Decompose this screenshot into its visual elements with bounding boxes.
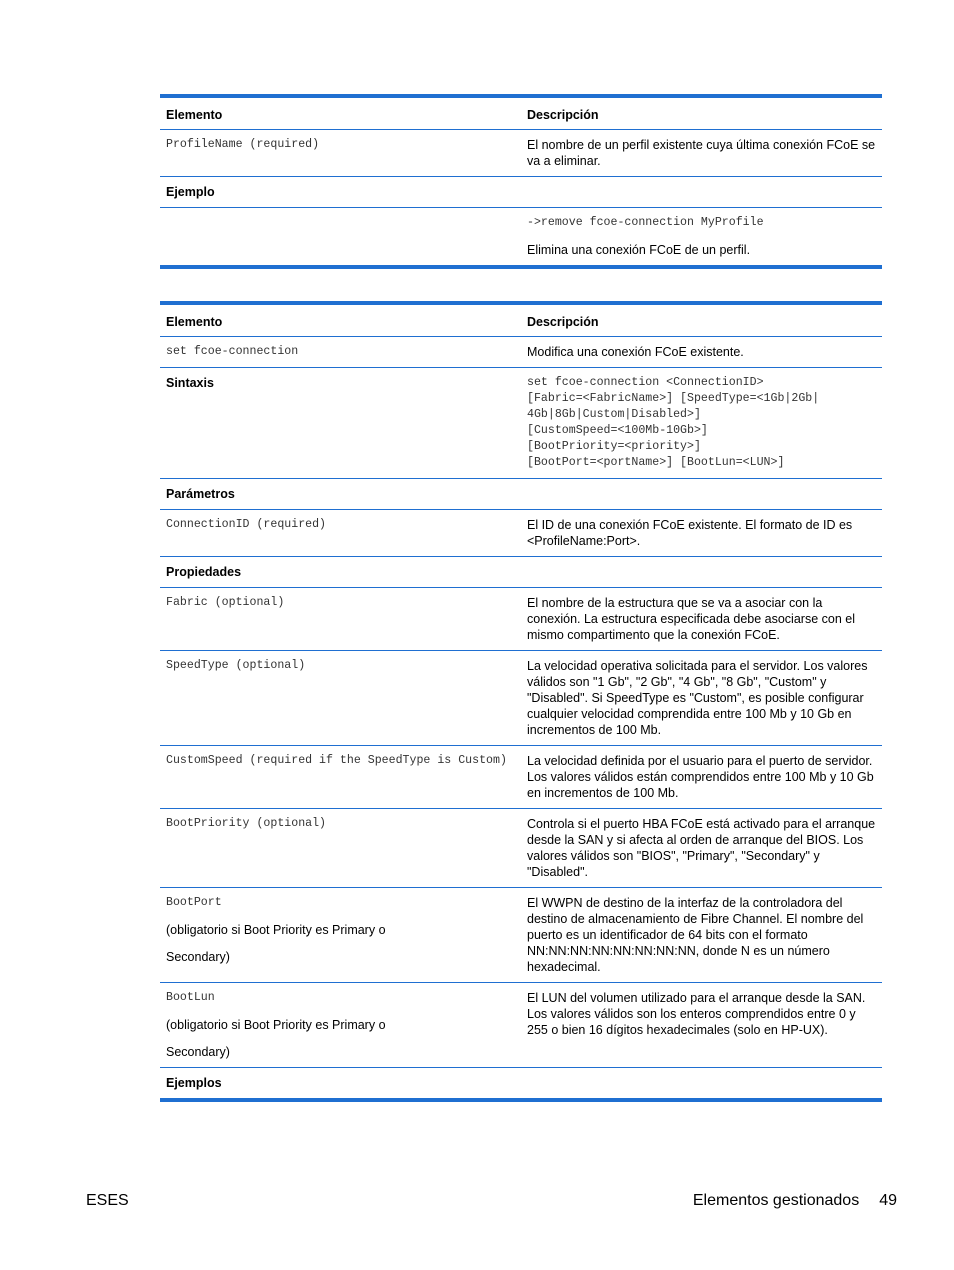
syntax-line: [Fabric=<FabricName>] [SpeedType=<1Gb|2Gb| [527,392,820,405]
table-row [160,509,882,556]
element-note: Secondary) [166,1045,230,1059]
description-cell: La velocidad operativa solicitada para el servidor. Los valores válidos son "1 Gb", "2 Gb", "4 Gb", "8 Gb", "Custom" y "Disabled". Si SpeedType es "Custom", es posible configurar cualquier velocidad comprendida entre 100 Mb y 10 Gb en incrementos de 100 Mb. [527,659,868,737]
description-cell: El LUN del volumen utilizado para el arranque desde la SAN. Los valores válidos son los enteros comprendidos entre 0 y 255 o bien 16 dígitos hexadecimales (solo en HP-UX). [527,991,866,1037]
header-description: Descripción [527,108,599,122]
footer-page-info [693,1192,897,1210]
footer-locale: ESES [86,1192,129,1209]
syntax-line: [BootPort=<portName>] [BootLun=<LUN>] [527,456,785,469]
example-row [160,207,882,265]
element-code: BootLun [166,991,215,1004]
table-row [160,745,882,808]
syntax-line: 4Gb|8Gb|Custom|Disabled>] [527,408,701,421]
element-cell: Fabric (optional) [166,596,285,609]
description-cell: El nombre de un perfil existente cuya última conexión FCoE se va a eliminar. [527,138,876,168]
description-cell: La velocidad definida por el usuario para el puerto de servidor. Los valores válidos están comprendidos entre 100 Mb y 10 Gb en incrementos de 100 Mb. [527,754,874,800]
table-header-row [160,98,882,130]
table-row [160,887,882,982]
element-cell: BootPriority (optional) [166,817,327,830]
header-element: Elemento [166,108,223,122]
description-cell: El WWPN de destino de la interfaz de la controladora del destino de almacenamiento de Fibre Channel. El nombre del puerto es un identificador de 64 bits con el formato NN:NN:NN:NN:NN:NN:NN:NN, donde N es un número hexadecimal. [527,896,864,974]
table-header-row [160,305,882,337]
remove-fcoe-connection-table [160,94,882,269]
header-element: Elemento [166,315,223,329]
table-row [160,808,882,887]
element-cell: SpeedType (optional) [166,659,306,672]
element-cell: ConnectionID (required) [166,518,327,531]
page-number: 49 [879,1192,897,1209]
syntax-line: [CustomSpeed=<100Mb-10Gb>] [527,424,708,437]
table-row [160,650,882,745]
examples-label-row [160,1067,882,1098]
table-row [160,337,882,367]
element-cell [160,888,521,982]
element-cell [160,983,521,1067]
syntax-code [521,368,882,478]
properties-label: Propiedades [166,565,242,579]
command-cell: set fcoe-connection [166,345,299,358]
element-code: BootPort [166,896,222,909]
header-description: Descripción [527,315,599,329]
element-cell: CustomSpeed (required if the SpeedType is Custom) [166,754,507,767]
example-label: Ejemplo [166,185,215,199]
footer-section-title: Elementos gestionados [692,1192,860,1209]
parameters-label: Parámetros [166,487,235,501]
command-description: Modifica una conexión FCoE existente. [527,345,744,359]
element-cell: ProfileName (required) [166,138,320,151]
set-fcoe-connection-table [160,301,882,1102]
description-cell: El ID de una conexión FCoE existente. El formato de ID es <ProfileName:Port>. [527,518,853,548]
table-row [160,130,882,176]
table-row [160,982,882,1067]
element-note: (obligatorio si Boot Priority es Primary o [166,923,386,937]
properties-label-row [160,556,882,587]
examples-label: Ejemplos [166,1076,222,1090]
description-cell: Controla si el puerto HBA FCoE está activado para el arranque desde la SAN y si afecta al orden de arranque del BIOS. Los valores válidos son "BIOS", "Primary", "Secondary" y "Disabled". [527,817,876,879]
syntax-row [160,367,882,478]
table-row [160,587,882,650]
description-cell: El nombre de la estructura que se va a asociar con la conexión. La estructura especificada debe asociarse con el mismo compartimento que la conexión FCoE. [527,596,855,642]
element-note: Secondary) [166,950,230,964]
syntax-line: [BootPriority=<priority>] [527,440,701,453]
example-code: ->remove fcoe-connection MyProfile [527,216,764,229]
parameters-label-row [160,478,882,509]
example-label-row [160,176,882,207]
example-description: Elimina una conexión FCoE de un perfil. [527,243,751,257]
element-note: (obligatorio si Boot Priority es Primary o [166,1018,386,1032]
syntax-label: Sintaxis [166,376,214,390]
syntax-line: set fcoe-connection <ConnectionID> [527,376,764,389]
